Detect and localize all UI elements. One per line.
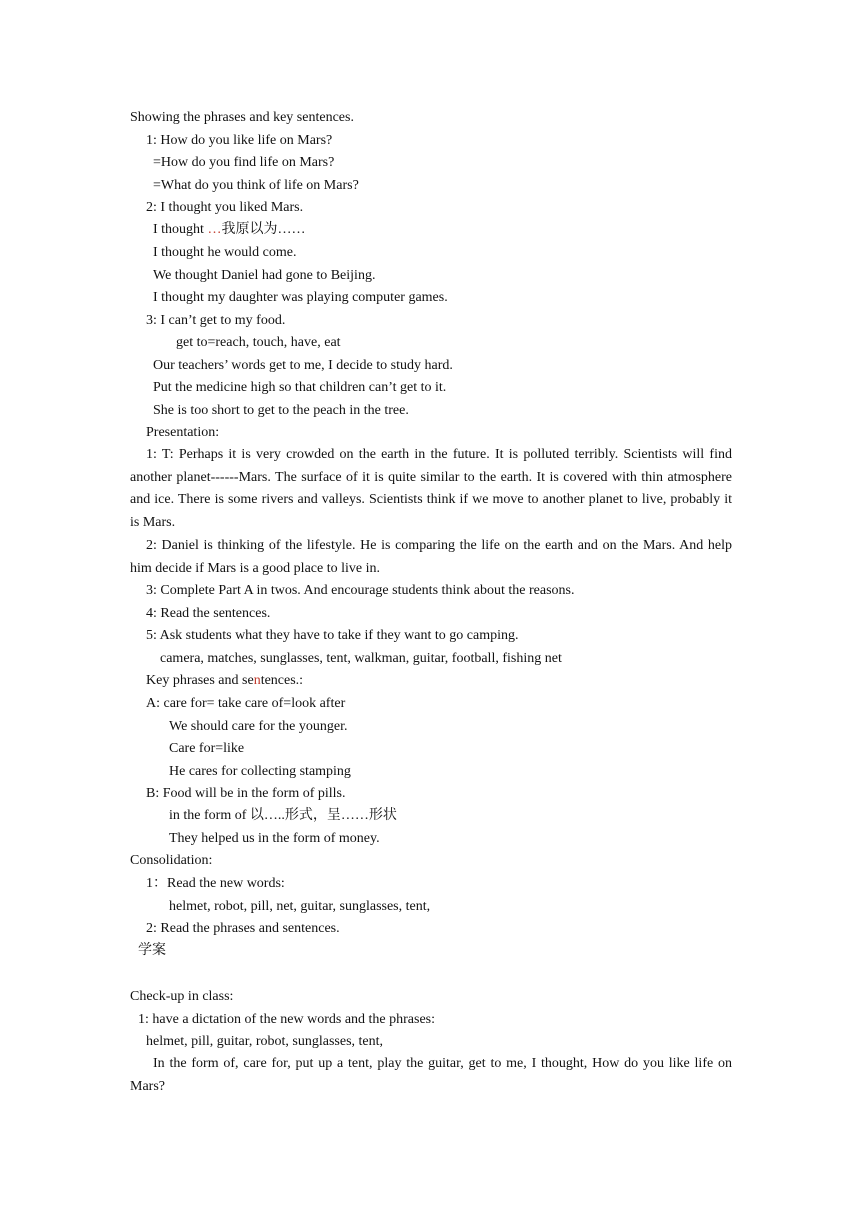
phrase-2-thought-meaning [153,219,305,241]
phrase-3-title: 3: I can’t get to my food. [146,313,286,328]
presentation-item-4: 4: Read the sentences. [146,606,271,621]
phrase-3-definition: get to=reach, touch, have, eat [176,335,341,350]
key-label-part-3: tences.: [260,673,304,688]
thought-prefix: I thought [153,222,208,237]
phrase-2-example-3: I thought my daughter was playing computer games. [153,290,448,305]
key-b-example: They helped us in the form of money. [169,831,380,846]
checkup-label: Check-up in class: [130,989,234,1004]
xue-an-heading: 学案 [138,943,166,958]
checkup-item-1: 1: have a dictation of the new words and the phrases: [138,1012,436,1027]
thought-chinese: 我原以为…… [221,222,306,237]
consolidation-label: Consolidation: [130,853,213,868]
dictation-phrases: In the form of, care for, put up a tent, play the guitar, get to me, I thought, How do you like life on Mars? [130,1056,732,1094]
phrase-3-example-2: Put the medicine high so that children can’t get to it. [153,380,447,395]
phrase-2-example-1: I thought he would come. [153,245,297,260]
key-b-definition: in the form of 以…..形式，呈……形状 [169,808,397,823]
key-label-part-2: n [253,673,261,688]
camping-items-list: camera, matches, sunglasses, tent, walkman, guitar, football, fishing net [160,651,562,666]
presentation-item-1: 1: T: Perhaps it is very crowded on the earth in the future. It is polluted terribly. Scientists will find another planet------Mars. The surface of it is quite similar to the earth. It is covered with thin atmosphere and ice. There is some rivers and valleys. Scientists think if we move to another planet to live, probably it is Mars. [130,447,732,530]
key-b-title: B: Food will be in the form of pills. [146,786,346,801]
phrase-1-alt-1: =How do you find life on Mars? [153,155,335,170]
new-words-list: helmet, robot, pill, net, guitar, sunglasses, tent, [169,899,431,914]
phrase-3-example-3: She is too short to get to the peach in the tree. [153,403,409,418]
dictation-words: helmet, pill, guitar, robot, sunglasses, tent, [146,1034,384,1049]
thought-dots: … [207,222,222,237]
presentation-item-2: 2: Daniel is thinking of the lifestyle. He is comparing the life on the earth and on the Mars. And help him decide if Mars is a good place to live in. [130,538,732,576]
key-a-example-1: We should care for the younger. [169,719,348,734]
phrase-2-example-2: We thought Daniel had gone to Beijing. [153,268,376,283]
phrase-1-alt-2: =What do you think of life on Mars? [153,178,359,193]
key-a-example-2: He cares for collecting stamping [169,764,351,779]
presentation-label: Presentation: [146,425,220,440]
key-phrases-label [146,670,303,692]
key-a-title: A: care for= take care of=look after [146,696,346,711]
presentation-item-5: 5: Ask students what they have to take if they want to go camping. [146,628,519,643]
consolidation-item-1: 1：Read the new words: [146,876,285,891]
phrase-2-title: 2: I thought you liked Mars. [146,200,304,215]
phrase-3-example-1: Our teachers’ words get to me, I decide to study hard. [153,358,453,373]
key-label-part-1: Key phrases and se [146,673,254,688]
phrase-1-title: 1: How do you like life on Mars? [146,133,333,148]
key-a-definition-2: Care for=like [169,741,245,756]
consolidation-item-2: 2: Read the phrases and sentences. [146,921,340,936]
presentation-item-3: 3: Complete Part A in twos. And encourage students think about the reasons. [146,583,575,598]
section-heading: Showing the phrases and key sentences. [130,110,354,125]
